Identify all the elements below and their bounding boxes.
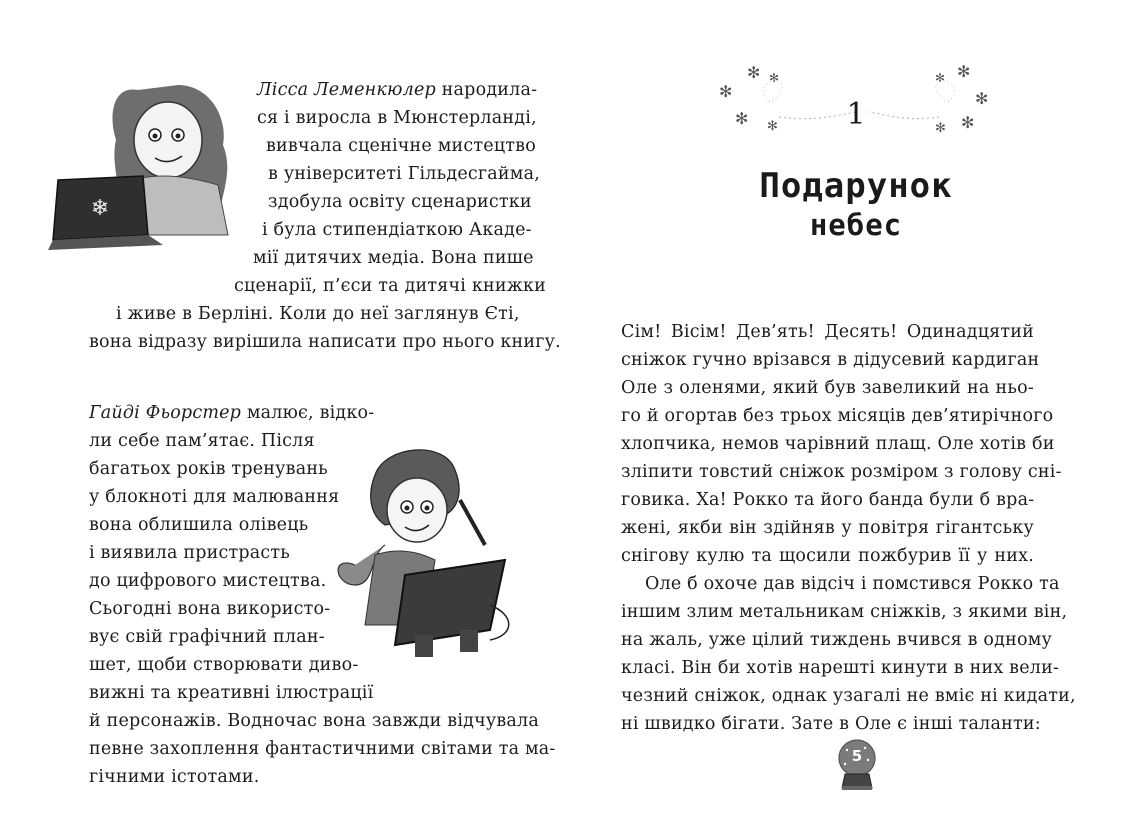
illustrator-bio-line: вує свій графічний план- (89, 627, 325, 647)
illustrator-bio-line: багатьох років тренувань (89, 459, 328, 479)
svg-text:✻: ✻ (935, 71, 946, 85)
chapter-number: 1 (846, 97, 866, 132)
illustrator-bio-line: ли себе пам’ятає. Після (89, 431, 315, 451)
illustrator-bio-line: і виявила пристрасть (89, 543, 291, 563)
svg-text:✻: ✻ (747, 63, 761, 82)
svg-text:✻: ✻ (767, 119, 778, 134)
author-bio-line: здобула освіту сценаристки (268, 192, 532, 212)
svg-text:✻: ✻ (935, 121, 946, 136)
author-bio-line: ся і виросла в Мюнстерланді, (257, 108, 537, 128)
author-bio-line: вивчала сценічне мистецтво (266, 136, 536, 156)
body-line: снігову кулю та щосили пожбурив її у них. (621, 546, 1034, 566)
body-line: Оле з оленями, який був завеликий на ньо- (621, 378, 1034, 398)
body-line: чезний сніжок, однак узагалі не вміє ні кидати, (621, 686, 1076, 706)
body-line: говика. Ха! Рокко та його банда були б вра- (621, 490, 1035, 510)
illustrator-bio-line: вижні та креативні ілюстрації (89, 683, 374, 703)
body-line: іншим злим метальникам сніжків, з якими він, (621, 602, 1068, 622)
illustrator-bio-line: певне захоплення фантастичними світами та ма- (89, 739, 556, 759)
body-line: Оле б охоче дав відсіч і помстився Рокко та (645, 574, 1060, 594)
body-line: Сім! Вісім! Дев’ять! Десять! Одинадцятий (621, 322, 1034, 342)
illustrator-bio-line: Сьогодні вона використо- (89, 599, 331, 619)
author-bio-line: вона відразу вирішила написати про нього книгу. (89, 332, 561, 352)
right-page (571, 0, 1142, 827)
author-bio-line: в університеті Гільдесгайма, (268, 164, 540, 184)
illustrator-with-tablet-illustration (325, 435, 525, 660)
body-line: хлопчика, немов чарівний плащ. Оле хотів би (621, 434, 1055, 454)
body-line: на жаль, уже цілий тиждень вчився в одному (621, 630, 1053, 650)
author-bio-line: мії дитячих медіа. Вона пише (253, 248, 534, 268)
body-line: сніжок гучно врізався в дідусевий кардиган (621, 350, 1040, 370)
illustrator-bio-line: шет, щоби створювати диво- (89, 655, 359, 675)
illustrator-name: Гайді Фьорстер (89, 403, 242, 423)
author-bio-line: і живе в Берліні. Коли до неї заглянув Єті, (116, 304, 520, 324)
illustrator-bio-line: у блокноті для малювання (89, 487, 340, 507)
svg-text:✻: ✻ (961, 113, 975, 132)
author-bio-line: сценарії, п’єси та дитячі книжки (234, 276, 547, 296)
author-with-laptop-illustration (18, 70, 238, 250)
body-line: ні швидко бігати. Зате в Оле є інші таланти: (621, 714, 1041, 734)
body-line: го й огортав без трьох місяців дев’ятирічного (621, 406, 1054, 426)
chapter-subtitle: небес (809, 208, 903, 242)
illustrator-bio-line: й персонажів. Водночас вона завжди відчувала (89, 711, 539, 731)
illustrator-bio-line: гічними істотами. (89, 767, 260, 787)
body-line: класі. Він би хотів нарешті кинути в них вели- (621, 658, 1060, 678)
chapter-title: Подарунок (759, 166, 953, 206)
body-line: зліпити товстий сніжок розміром з голову сні- (621, 462, 1062, 482)
illustrator-bio-line: вона облишила олівець (89, 515, 309, 535)
body-line: жені, якби він здійняв у повітря гігантську (621, 518, 1034, 538)
svg-text:✻: ✻ (719, 82, 733, 101)
svg-text:❄: ❄ (90, 196, 110, 221)
svg-text:✻: ✻ (735, 109, 749, 128)
page-number: 5 (851, 747, 863, 765)
illustrator-bio-line: до цифрового мистецтва. (89, 571, 327, 591)
page-number-badge (835, 738, 879, 802)
svg-text:✻: ✻ (975, 89, 989, 108)
author-bio-line: Лісса Леменкюлер народила- (257, 80, 538, 100)
svg-text:✻: ✻ (769, 71, 780, 85)
author-bio-line: і була стипендіаткою Акаде- (262, 220, 532, 240)
author-name: Лісса Леменкюлер (257, 80, 436, 100)
svg-text:✻: ✻ (957, 62, 971, 81)
illustrator-bio-line: Гайді Фьорстер малює, відко- (89, 403, 375, 423)
